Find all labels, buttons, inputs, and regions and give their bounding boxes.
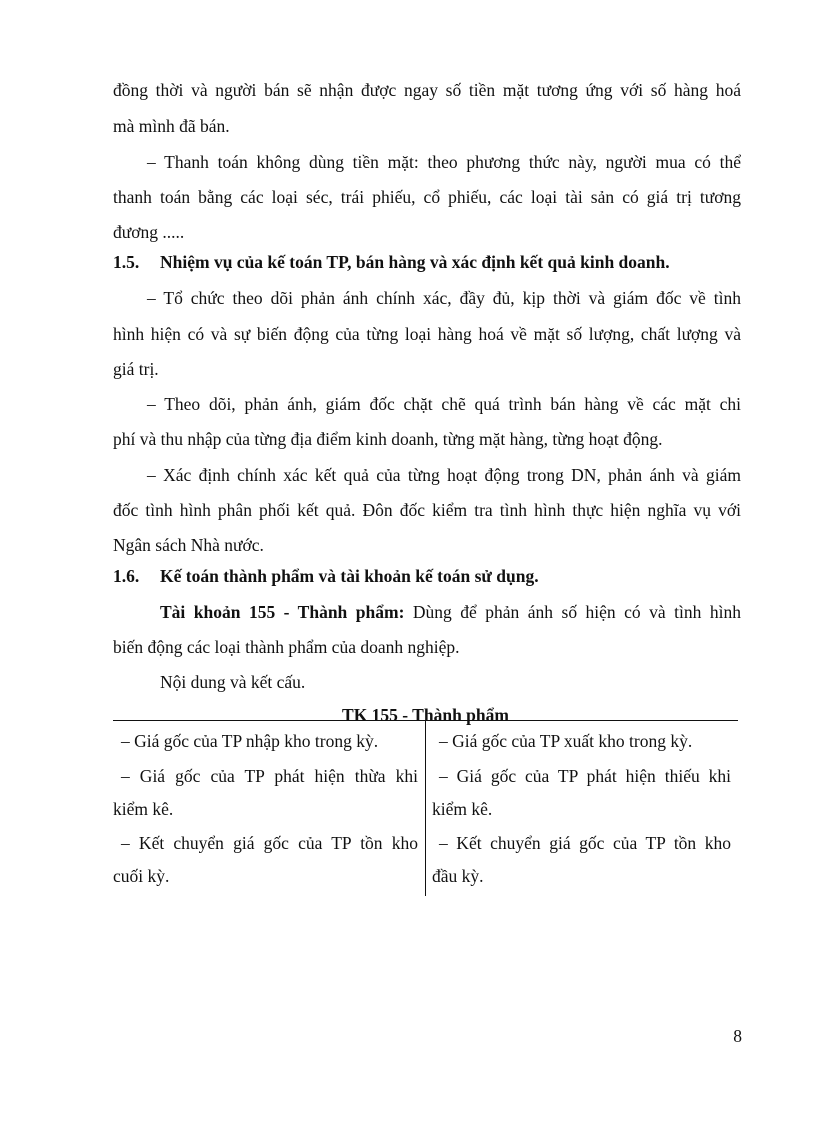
paragraph-line: mà mình đã bán. — [113, 116, 230, 136]
t-account-right-line: đầu kỳ. — [432, 866, 484, 886]
t-account-title: TK 155 - Thành phẩm — [342, 705, 509, 725]
paragraph-line: – Xác định chính xác kết quả của từng hoạt động trong DN, phản ánh và giám — [147, 465, 741, 485]
paragraph-line: – Tổ chức theo dõi phản ánh chính xác, đầy đủ, kịp thời và giám đốc về tình — [147, 288, 741, 308]
paragraph-line: đồng thời và người bán sẽ nhận được ngay số tiền mặt tương ứng với số hàng hoá — [113, 80, 741, 100]
section-number: 1.6. — [113, 566, 140, 586]
paragraph-line: – Theo dõi, phản ánh, giám đốc chặt chẽ quá trình bán hàng về các mặt chi — [147, 394, 741, 414]
t-account-left-line: – Kết chuyển giá gốc của TP tồn kho — [121, 833, 418, 853]
t-account-right-line: – Kết chuyển giá gốc của TP tồn kho — [439, 833, 731, 853]
content-label: Nội dung và kết cấu. — [160, 672, 306, 692]
page-number: 8 — [733, 1026, 742, 1046]
account-label: Tài khoản 155 - Thành phẩm: — [160, 602, 405, 622]
t-account-left-line: kiểm kê. — [113, 799, 174, 819]
section-title: Nhiệm vụ của kế toán TP, bán hàng và xác định kết quả kinh doanh. — [160, 252, 670, 272]
paragraph-line: đốc tình hình phân phối kết quả. Đôn đốc kiểm tra tình hình thực hiện nghĩa vụ với — [113, 500, 741, 520]
paragraph-line: phí và thu nhập của từng địa điểm kinh doanh, từng mặt hàng, từng hoạt động. — [113, 429, 663, 449]
t-account-left-line: – Giá gốc của TP phát hiện thừa khi — [121, 766, 418, 786]
t-account-right-line: – Giá gốc của TP xuất kho trong kỳ. — [439, 731, 693, 751]
paragraph-line: đương ..... — [113, 222, 185, 242]
t-account-divider — [425, 720, 426, 896]
t-account-left-line: cuối kỳ. — [113, 866, 170, 886]
section-heading-1-6 — [113, 566, 741, 586]
paragraph-line: biến động các loại thành phẩm của doanh nghiệp. — [113, 637, 460, 657]
paragraph-line: hình hiện có và sự biến động của từng loại hàng hoá về mặt số lượng, chất lượng và — [113, 324, 741, 344]
account-description: Dùng để phản ánh số hiện có và tình hình — [404, 602, 741, 622]
section-number: 1.5. — [113, 252, 140, 272]
t-account-right-line: kiểm kê. — [432, 799, 493, 819]
t-account-right-line: – Giá gốc của TP phát hiện thiếu khi — [439, 766, 731, 786]
paragraph-line: thanh toán bằng các loại séc, trái phiếu, cổ phiếu, các loại tài sản có giá trị tương — [113, 187, 741, 207]
paragraph-line: – Thanh toán không dùng tiền mặt: theo phương thức này, người mua có thể — [147, 152, 741, 172]
section-heading-1-5 — [113, 252, 741, 272]
paragraph-line: giá trị. — [113, 359, 159, 379]
t-account-left-line: – Giá gốc của TP nhập kho trong kỳ. — [121, 731, 379, 751]
paragraph-line: Ngân sách Nhà nước. — [113, 535, 264, 555]
section-title: Kế toán thành phẩm và tài khoản kế toán sử dụng. — [160, 566, 539, 586]
account-line — [160, 602, 741, 622]
